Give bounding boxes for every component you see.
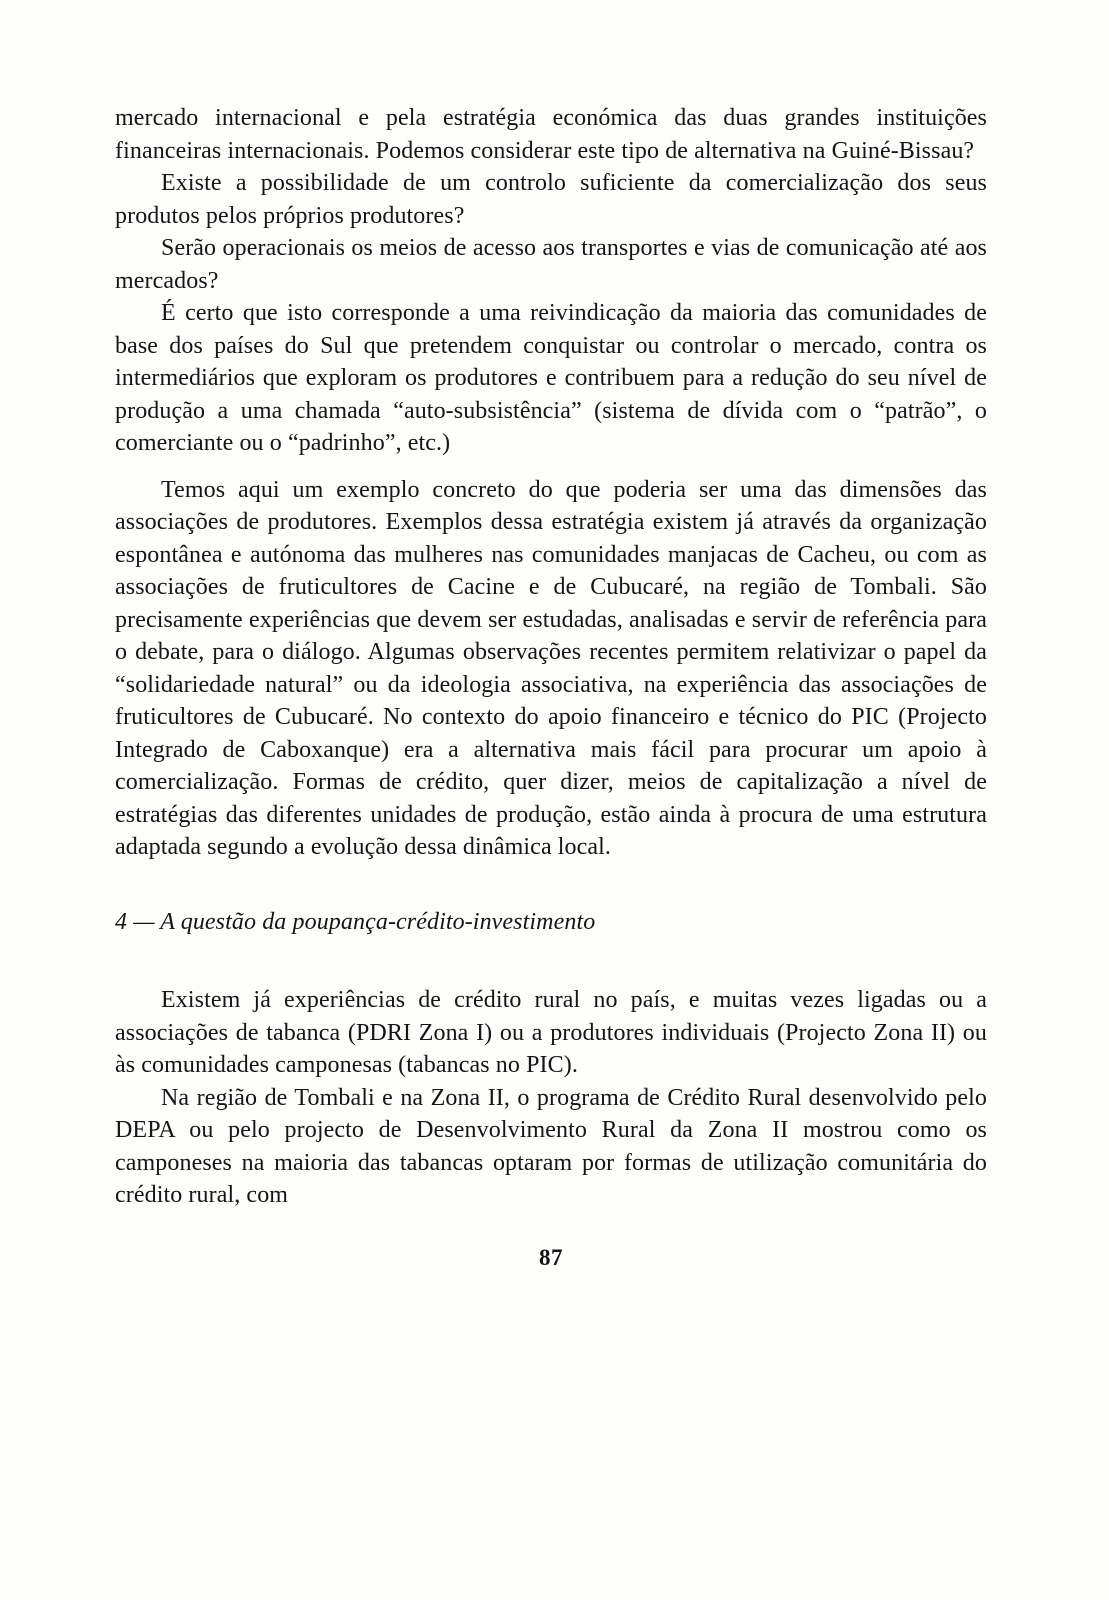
- paragraph: Na região de Tombali e na Zona II, o programa de Crédito Rural desenvolvido pelo DEPA ou pelo projecto de Desenvolvimento Rural da Zona II mostrou como os camponeses na maioria das tabancas optaram por formas de utilização comunitária do crédito rural, com: [115, 1084, 987, 1208]
- section-heading: 4 — A questão da poupança-crédito-investimento: [115, 908, 596, 935]
- text-block: [115, 102, 987, 1274]
- paragraph: Existe a possibilidade de um controlo suficiente da comercialização dos seus produtos pelos próprios produtores?: [115, 170, 987, 229]
- paragraph: É certo que isto corresponde a uma reivindicação da maioria das comunidades de base dos países do Sul que pretendem conquistar ou controlar o mercado, contra os intermediários que exploram os produtores e contribuem para a redução do seu nível de produção a uma chamada “auto-subsistência” (sistema de dívida com o “patrão”, o comerciante ou o “padrinho”, etc.): [115, 300, 987, 456]
- paragraph-continuation: mercado internacional e pela estratégia económica das duas grandes instituições financeiras internacionais. Podemos considerar este tipo de alternativa na Guiné-Bissau?: [115, 105, 987, 164]
- paragraph: Temos aqui um exemplo concreto do que poderia ser uma das dimensões das associações de produtores. Exemplos dessa estratégia existem já através da organização espontânea e autónoma das mulheres nas comunidades manjacas de Cacheu, ou com as associações de fruticultores de Cacine e de Cubucaré, na região de Tombali. São precisamente experiências que devem ser estudadas, analisadas e servir de referência para o debate, para o diálogo. Algumas observações recentes permitem relativizar o papel da “solidariedade natural” ou da ideologia associativa, na experiência das associações de fruticultores de Cubucaré. No contexto do apoio financeiro e técnico do PIC (Projecto Integrado de Caboxanque) era a alternativa mais fácil para procurar um apoio à comercialização. Formas de crédito, quer dizer, meios de capitalização a nível de estratégias das diferentes unidades de produção, estão ainda à procura de uma estrutura adaptada segundo a evolução dessa dinâmica local.: [115, 476, 987, 860]
- paragraph: Serão operacionais os meios de acesso aos transportes e vias de comunicação até aos mercados?: [115, 235, 987, 294]
- page-number: 87: [539, 1244, 563, 1270]
- paragraph: Existem já experiências de crédito rural no país, e muitas vezes ligadas ou a associações de tabanca (PDRI Zona I) ou a produtores individuais (Projecto Zona II) ou às comunidades camponesas (tabancas no PIC).: [115, 987, 987, 1078]
